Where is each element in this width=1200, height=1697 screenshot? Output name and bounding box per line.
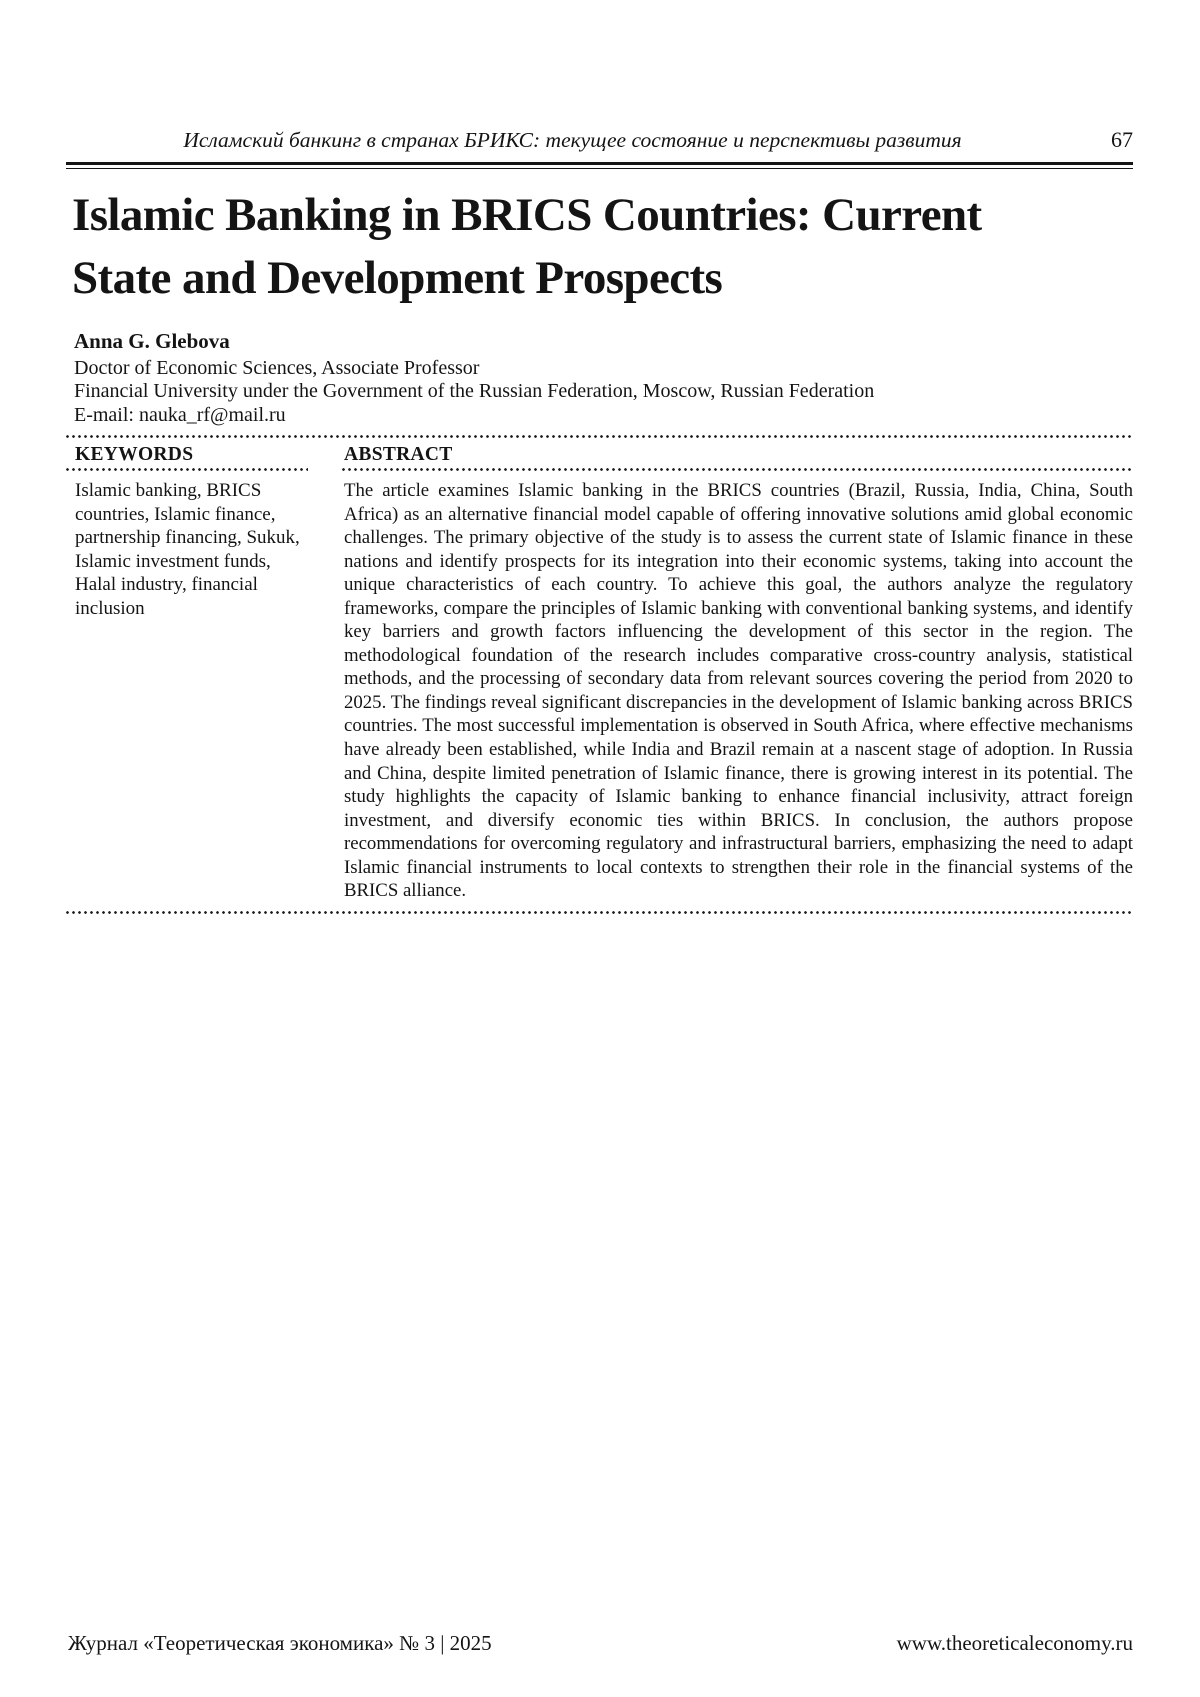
author-email: E-mail: nauka_rf@mail.ru (74, 403, 286, 426)
keywords-abstract-section (66, 444, 1133, 914)
page-number: 67 (1111, 127, 1133, 152)
dotted-divider-bottom (66, 911, 1133, 914)
keywords-heading: KEYWORDS (75, 444, 194, 465)
keywords-column (66, 444, 308, 620)
author-name: Anna G. Glebova (74, 329, 230, 353)
page-footer (68, 1631, 1133, 1656)
running-header-title: Исламский банкинг в странах БРИКС: текущее состояние и перспективы развития (183, 128, 962, 152)
footer-website: www.theoreticaleconomy.ru (896, 1631, 1133, 1655)
running-header (66, 127, 1133, 153)
header-rule (66, 162, 1133, 169)
article-title-line-1: Islamic Banking in BRICS Countries: Current (72, 189, 982, 241)
footer-journal-name: Журнал «Теоретическая экономика» № 3 | 2025 (68, 1631, 492, 1655)
abstract-text: The article examines Islamic banking in the BRICS countries (Brazil, Russia, India, China, South Africa) as an alternative financial model capable of offering innovative solutions amid global economic challenges. The primary objective of the study is to assess the current state of Islamic finance in these nations and identify prospects for its integration into their economic systems, taking into account the unique characteristics of each country. To achieve this goal, the authors analyze the regulatory frameworks, compare the principles of Islamic banking with conventional banking systems, and identify key barriers and growth factors influencing the development of this sector in the region. The methodological foundation of the research includes comparative cross-country analysis, statistical methods, and the processing of secondary data from relevant sources covering the period from 2020 to 2025. The findings reveal significant discrepancies in the development of Islamic banking across BRICS countries. The most successful implementation is observed in South Africa, where effective mechanisms have already been established, while India and Brazil remain at a nascent stage of adoption. In Russia and China, despite limited penetration of Islamic finance, there is growing interest in its potential. The study highlights the capacity of Islamic banking to enhance financial inclusivity, attract foreign investment, and diversify economic ties within BRICS. In conclusion, the authors propose recommendations for overcoming regulatory and infrastructural barriers, emphasizing the need to adapt Islamic financial instruments to local contexts to strengthen their role in the financial systems of the BRICS alliance. (344, 480, 1133, 902)
abstract-heading-rule (342, 468, 1133, 471)
article-title (72, 184, 1140, 310)
keywords-text: Islamic banking, BRICS countries, Islamic finance, partnership financing, Sukuk, Islamic investment funds, Halal industry, financial inclusion (75, 480, 300, 619)
abstract-heading: ABSTRACT (344, 444, 453, 465)
dotted-divider-top (66, 435, 1133, 438)
author-degree: Doctor of Economic Sciences, Associate Professor (74, 356, 480, 379)
author-block (74, 330, 1133, 427)
abstract-column (342, 444, 1133, 903)
keywords-heading-rule (66, 468, 308, 471)
author-affiliation: Financial University under the Government of the Russian Federation, Moscow, Russian Federation (74, 380, 875, 402)
article-title-line-2: State and Development Prospects (72, 252, 723, 304)
